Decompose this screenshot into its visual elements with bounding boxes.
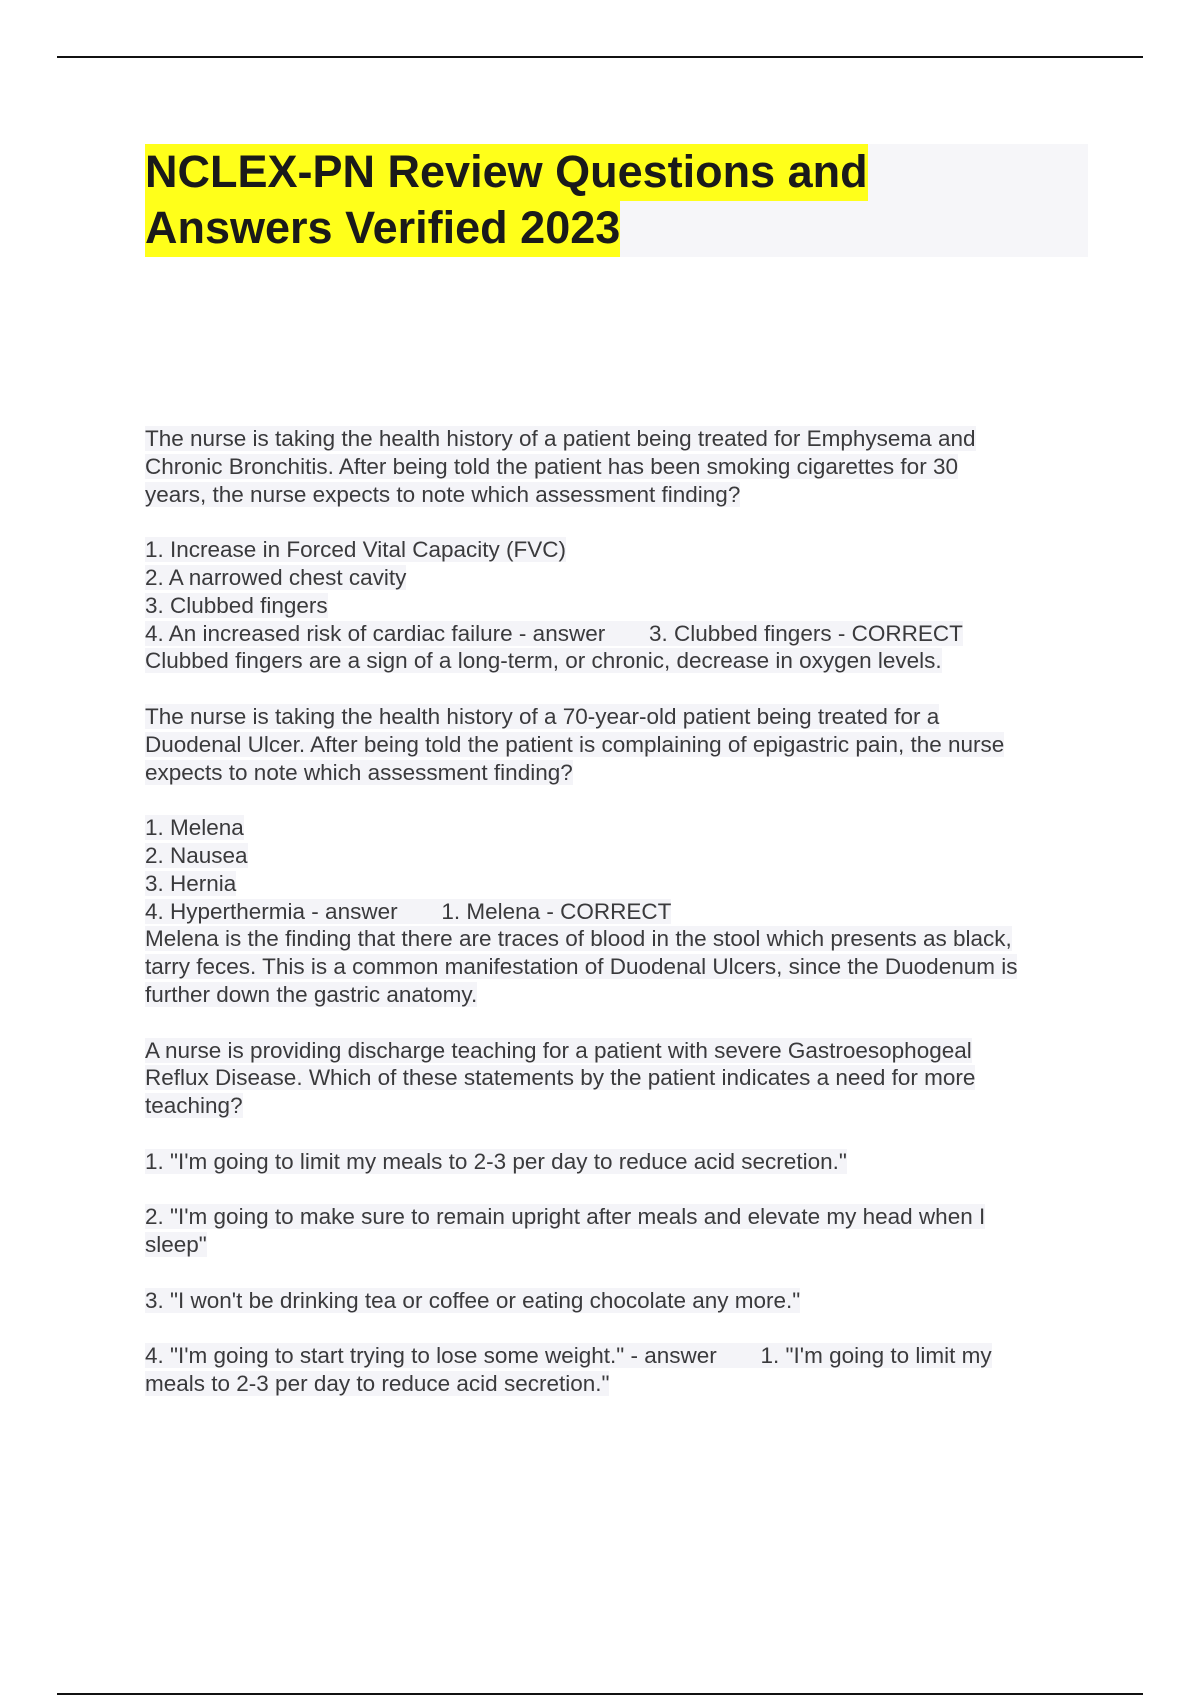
title-line-1: NCLEX-PN Review Questions and xyxy=(145,144,868,201)
rationale-line-2: tarry feces. This is a common manifestation of Duodenal Ulcers, since the Duodenum is xyxy=(145,954,1018,980)
option-1: 1. "I'm going to limit my meals to 2-3 per day to reduce acid secretion." xyxy=(145,1148,847,1174)
option-2: 2. "I'm going to make sure to remain upright after meals and elevate my head when I sleep" xyxy=(145,1204,986,1258)
option-3: 3. "I won't be drinking tea or coffee or eating chocolate any more." xyxy=(145,1287,801,1313)
rationale: Clubbed fingers are a sign of a long-term, or chronic, decrease in oxygen levels. xyxy=(145,648,942,674)
question-stem: The nurse is taking the health history of a patient being treated for Emphysema and Chronic Bronchitis. After being told the patient has been smoking cigarettes for 30 years, the nurse expects to note which assessment finding? xyxy=(145,426,976,507)
title-line-2: Answers Verified 2023 xyxy=(145,200,620,257)
answer-options xyxy=(145,814,1090,1009)
document-body xyxy=(145,425,1090,1398)
document-title xyxy=(145,144,1088,256)
answer-options xyxy=(145,536,1090,675)
question-stem: The nurse is taking the health history of a 70-year-old patient being treated for a Duodenal Ulcer. After being told the patient is complaining of epigastric pain, the nurse expects to note which assessment finding? xyxy=(145,703,1005,785)
option-1: 1. Melena xyxy=(145,815,244,841)
option-1: 1. Increase in Forced Vital Capacity (FVC) xyxy=(145,537,566,563)
header-rule xyxy=(57,56,1143,58)
option-4-with-answer: 4. Hyperthermia - answer 1. Melena - CORRECT xyxy=(145,898,672,924)
option-2: 2. A narrowed chest cavity xyxy=(145,564,407,590)
option-2: 2. Nausea xyxy=(145,842,248,868)
option-3: 3. Hernia xyxy=(145,870,237,896)
option-3: 3. Clubbed fingers xyxy=(145,592,328,618)
question-1 xyxy=(145,425,1090,675)
question-3 xyxy=(145,1037,1090,1398)
question-2 xyxy=(145,703,1090,1009)
footer-rule xyxy=(57,1693,1143,1695)
option-4-with-answer: 4. "I'm going to start trying to lose some weight." - answer 1. "I'm going to limit my meals to 2-3 per day to reduce acid secretion." xyxy=(145,1343,992,1397)
option-4-with-answer: 4. An increased risk of cardiac failure - answer 3. Clubbed fingers - CORRECT xyxy=(145,620,963,646)
rationale-line-1: Melena is the finding that there are traces of blood in the stool which presents as black, xyxy=(145,926,1012,952)
title-block xyxy=(145,144,1088,257)
question-stem: A nurse is providing discharge teaching for a patient with severe Gastroesophogeal Reflux Disease. Which of these statements by the patient indicates a need for more teaching? xyxy=(145,1037,976,1119)
rationale-line-3: further down the gastric anatomy. xyxy=(145,981,478,1007)
